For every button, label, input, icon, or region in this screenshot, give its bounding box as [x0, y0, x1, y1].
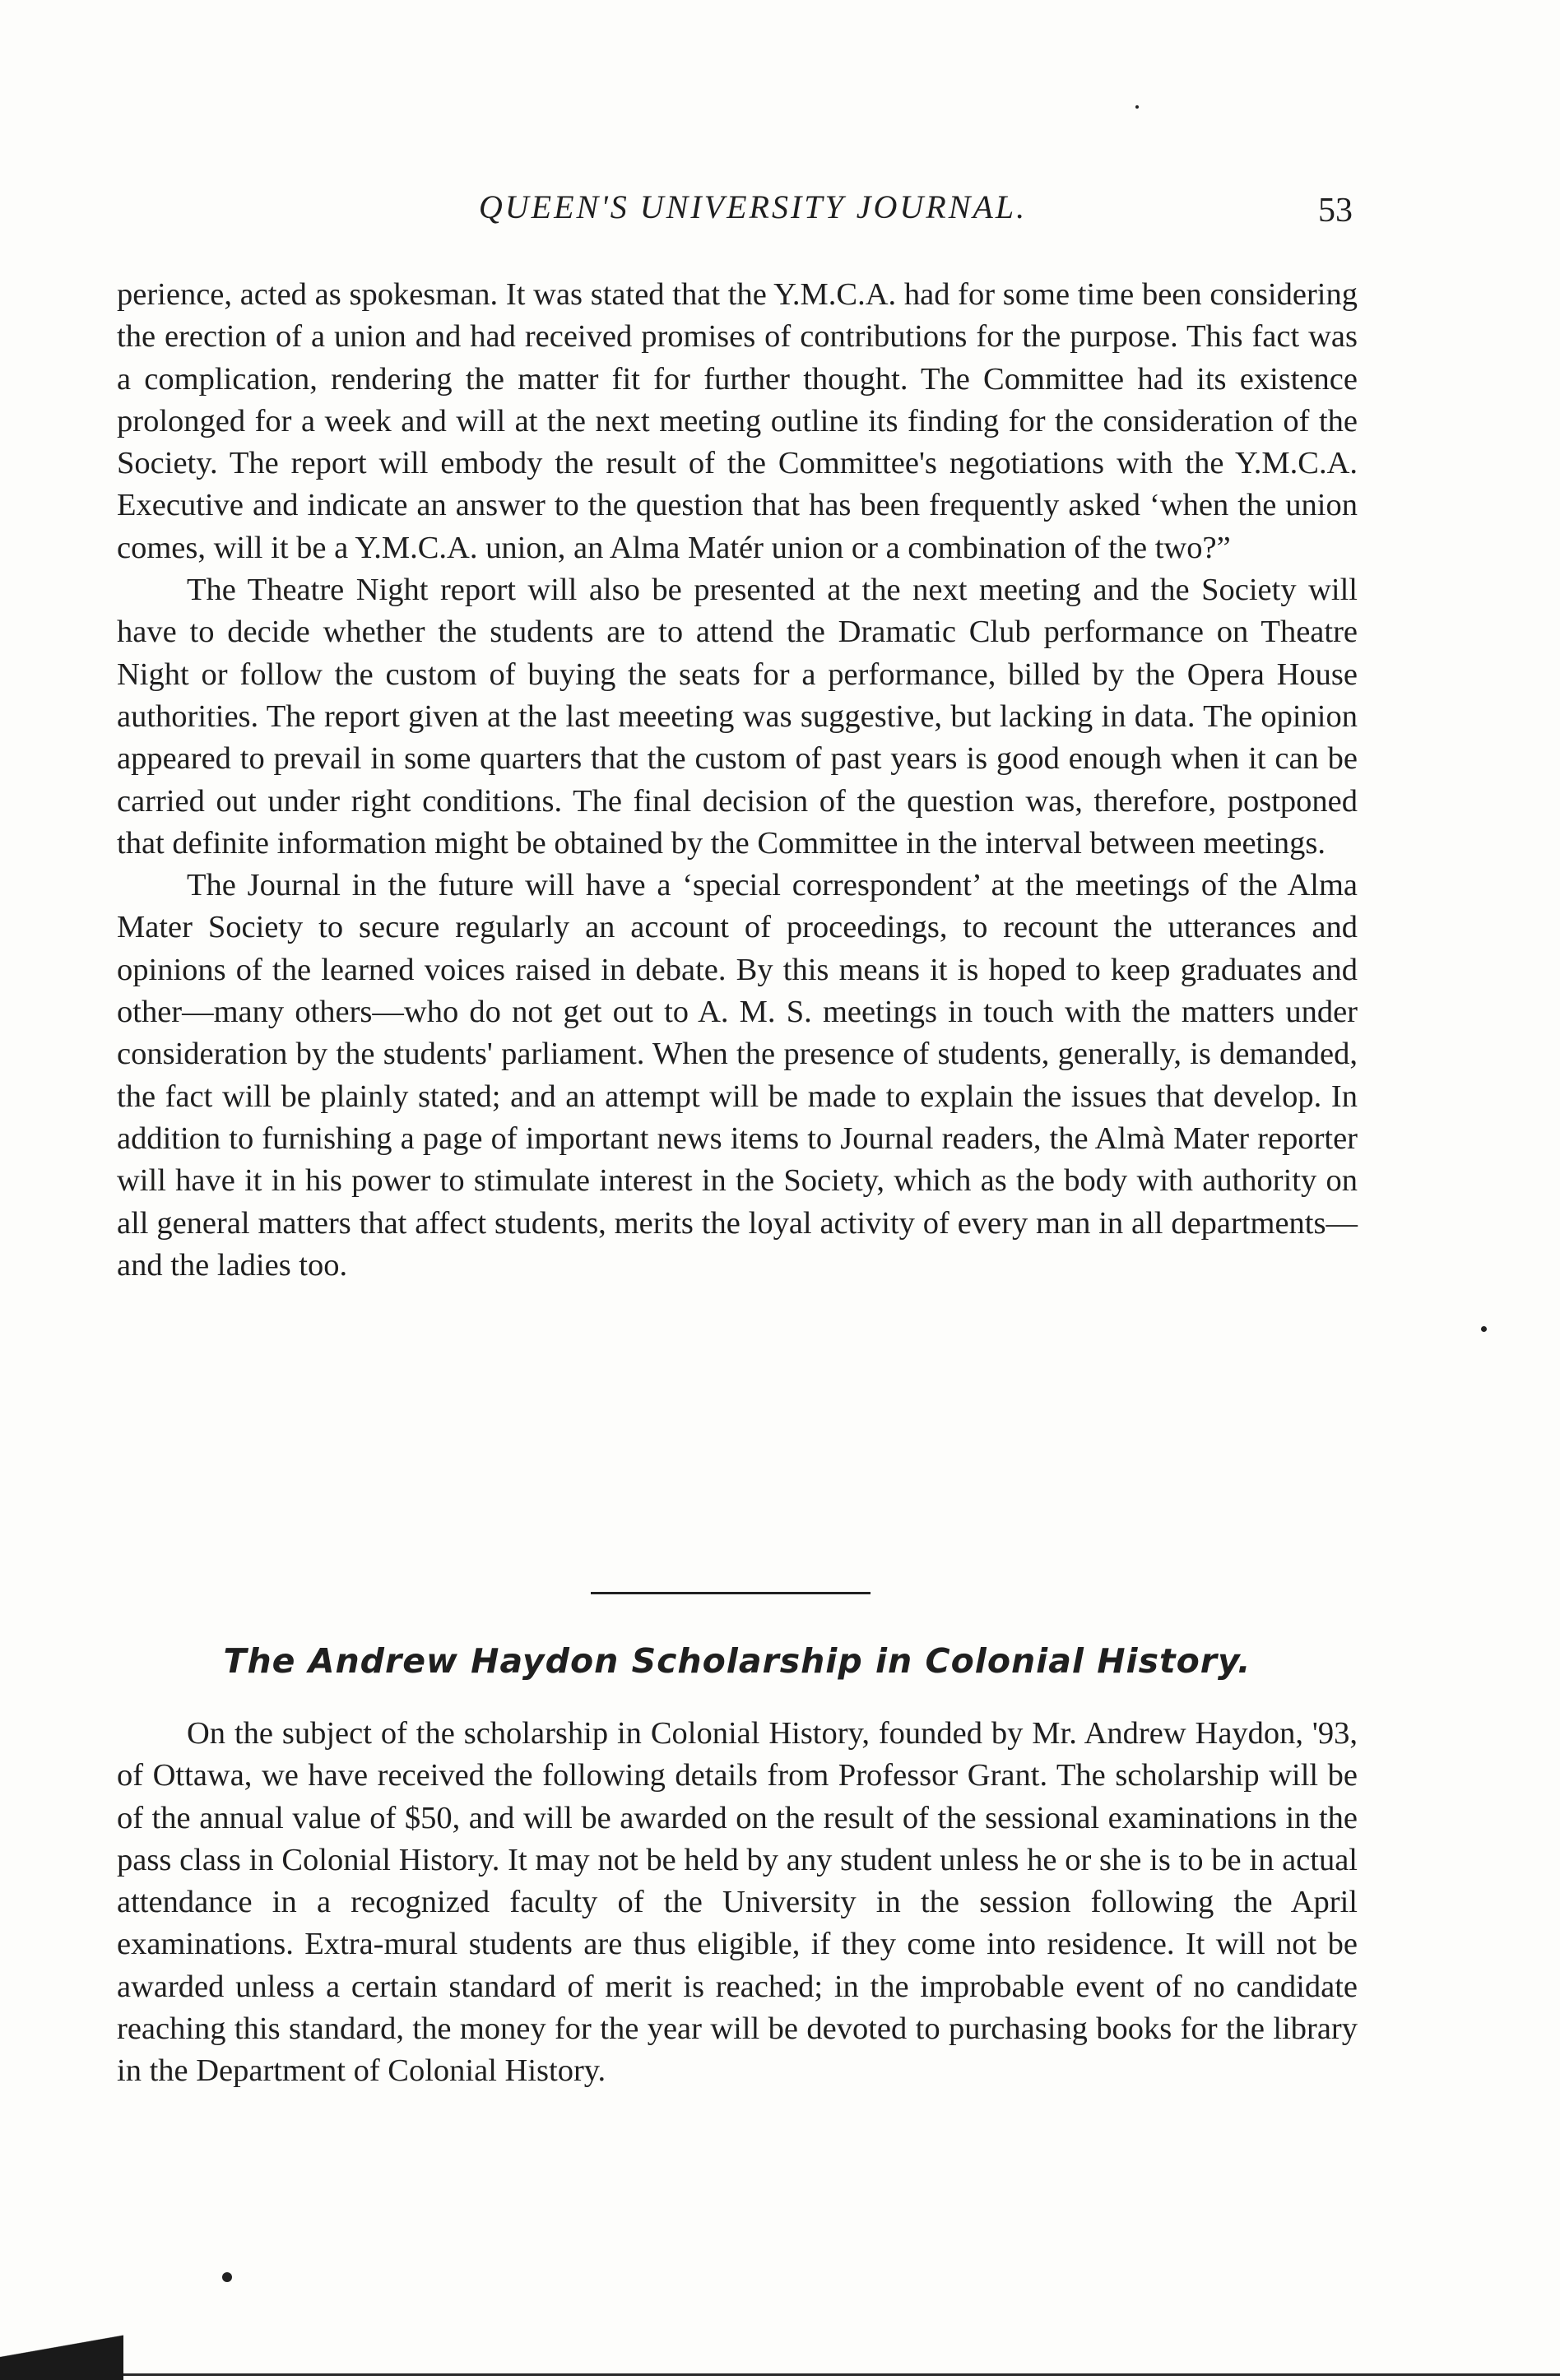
page-number: 53 — [1318, 192, 1353, 230]
article-paragraph-1: perience, acted as spokesman. It was stated that the Y.M.C.A. had for some time been considering the erection of a union and had received promises of contributions for the purpose. This fact was a complication, rendering the matter fit for further thought. The Committee had its existence prolonged for a week and will at the next meeting outline its finding for the consideration of the Society. The report will embody the result of the Committee's negotiations with the Y.M.C.A. Executive and indicate an answer to the question that has been frequently asked ‘when the union comes, will it be a Y.M.C.A. union, an Alma Matér union or a combination of the two?” — [117, 277, 1358, 565]
page-edge-shadow — [0, 2332, 123, 2380]
scholarship-paragraph: On the subject of the scholarship in Colonial History, founded by Mr. Andrew Haydon, '93, of Ottawa, we have received the following details from Professor Grant. The scholarship will be of the annual value of $50, and will be awarded on the result of the sessional examinations in the pass class in Colonial History. It may not be held by any student unless he or she is to be in actual attendance in a recognized faculty of the University in the session following the April examinations. Extra-mural students are thus eligible, if they come into residence. It will not be awarded unless a certain standard of merit is reached; in the improbable event of no candidate reaching this standard, the money for the year will be devoted to purchasing books for the library in the Department of Colonial History. — [117, 1716, 1358, 2089]
section-divider — [591, 1592, 871, 1594]
scholarship-body — [117, 1713, 1358, 2093]
ink-speck — [222, 2272, 232, 2282]
article-body — [117, 274, 1358, 1287]
running-title: QUEEN'S UNIVERSITY JOURNAL. — [478, 188, 1028, 225]
article-paragraph-2: The Theatre Night report will also be presented at the next meeting and the Society will have to decide whether the students are to attend the Dramatic Club performance on Theatre Night or follow the custom of buying the seats for a performance, billed by the Opera House authorities. The report given at the last meeeting was suggestive, but lacking in data. The opinion appeared to prevail in some quarters that the custom of past years is good enough when it can be carried out under right conditions. The final decision of the question was, therefore, postponed that definite information might be obtained by the Committee in the interval between meetings. — [117, 573, 1358, 861]
ink-speck — [1135, 105, 1139, 109]
article-paragraph-3: The Journal in the future will have a ‘special correspondent’ at the meetings of the Alma Mater Society to secure regularly an account of proceedings, to recount the utterances and opinions of the learned voices raised in debate. By this means it is hoped to keep graduates and other—many others—who do not get out to A. M. S. meetings in touch with the matters under consideration by the students' parliament. When the presence of students, generally, is demanded, the fact will be plainly stated; and an attempt will be made to explain the issues that develop. In addition to furnishing a page of important news items to Journal readers, the Almà Mater reporter will have it in his power to stimulate interest in the Society, which as the body with authority on all general matters that affect students, merits the loyal activity of every man in all departments—and the ladies too. — [117, 868, 1358, 1283]
ink-speck — [1481, 1326, 1487, 1332]
page-bottom-edge — [123, 2373, 1560, 2376]
section-heading: The Andrew Haydon Scholarship in Colonial History. — [223, 1641, 1251, 1681]
